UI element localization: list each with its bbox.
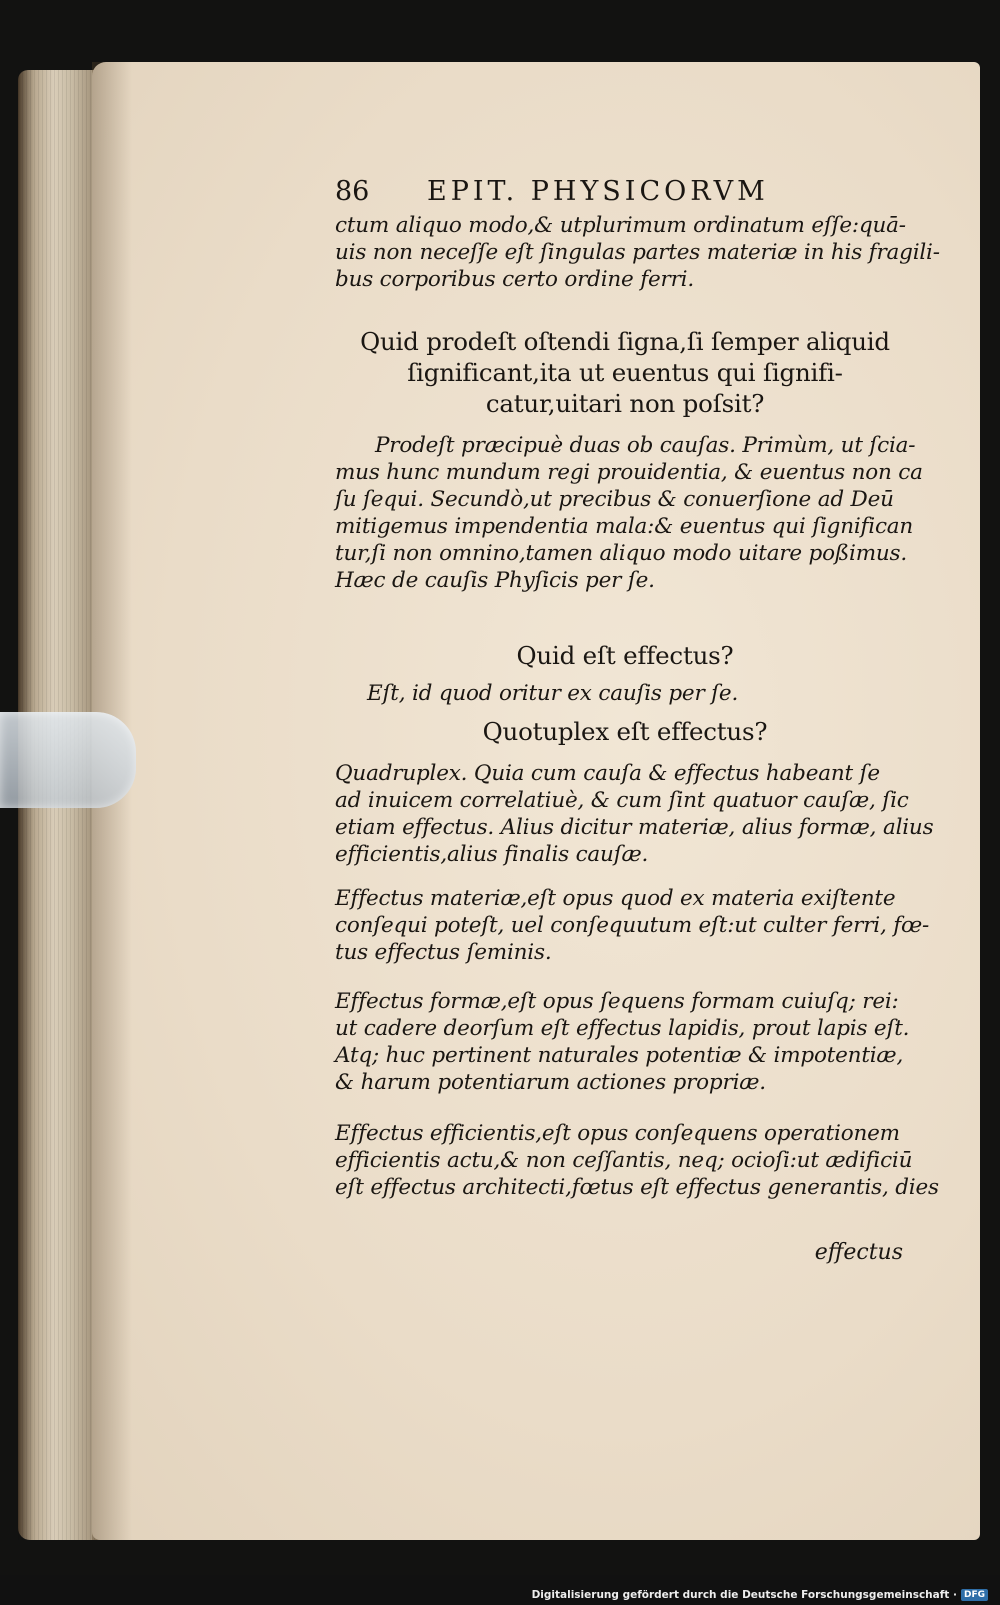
text-line: bus corporibus certo ordine ferri.: [335, 267, 694, 292]
text-line: Effectus formæ,eſt opus ſequens formam cuiuſq; rei:: [335, 989, 899, 1014]
text-line: etiam effectus. Alius dicitur materiæ, alius formæ, alius: [335, 815, 934, 840]
question-heading: [335, 716, 915, 747]
text-line: Quid eſt effectus?: [516, 641, 734, 670]
text-line: Quid prodeſt oſtendi ſigna,ſi ſemper aliquid: [360, 327, 890, 356]
credit-text: Digitalisierung gefördert durch die Deutsche Forschungsgemeinschaft ·: [531, 1589, 957, 1601]
text-line: tus effectus ſeminis.: [335, 940, 552, 965]
text-line: uis non neceſſe eſt ſingulas partes materiæ in his fragili-: [335, 240, 940, 265]
text-line: ut cadere deorſum eſt effectus lapidis, prout lapis eſt.: [335, 1016, 910, 1041]
question-heading: [335, 640, 915, 671]
text-line: eſt effectus architecti,fœtus eſt effectus generantis, dies: [335, 1175, 939, 1200]
digitization-credit: [532, 1589, 988, 1601]
paragraph-answer: [335, 680, 915, 707]
dfg-logo: DFG: [961, 1589, 988, 1601]
paragraph-answer: [335, 760, 934, 868]
text-line: ſu ſequi. Secundò,ut precibus & conuerſione ad Deū: [335, 487, 894, 512]
question-heading: [335, 326, 915, 419]
text-line: conſequi poteſt, uel conſequutum eſt:ut culter ferri, fœ-: [335, 913, 930, 938]
text-line: efficientis,alius finalis cauſæ.: [335, 842, 649, 867]
text-line: Eſt, id quod oritur ex cauſis per ſe.: [367, 681, 739, 706]
paragraph-continuation: [335, 212, 940, 293]
page-header: [335, 176, 895, 208]
running-head: EPIT. PHYSICORVM: [427, 176, 769, 207]
text-line: mus hunc mundum regi prouidentia, & euentus non ca: [335, 460, 923, 485]
page-clip: [0, 712, 136, 808]
text-line: mitigemus impendentia mala:& euentus qui ſignifican: [335, 514, 914, 539]
text-line: & harum potentiarum actiones propriæ.: [335, 1070, 766, 1095]
text-line: Effectus materiæ,eſt opus quod ex materia exiſtente: [335, 886, 896, 911]
text-line: Hæc de cauſis Phyſicis per ſe.: [335, 568, 655, 593]
paragraph-definition: [335, 885, 930, 966]
text-line: tur,ſi non omnino,tamen aliquo modo uitare poßimus.: [335, 541, 908, 566]
text-line: Effectus efficientis,eſt opus conſequens operationem: [335, 1121, 900, 1146]
page-number: 86: [335, 176, 370, 207]
text-line: efficientis actu,& non ceſſantis, neq; ocioſi:ut ædificiū: [335, 1148, 913, 1173]
text-line: ſignificant,ita ut euentus qui ſignifi-: [407, 358, 843, 387]
paragraph-definition: [335, 988, 915, 1096]
text-line: Atq; huc pertinent naturales potentiæ & impotentiæ,: [335, 1043, 904, 1068]
paragraph-definition: [335, 1120, 939, 1201]
text-line: Prodeſt præcipuè duas ob cauſas. Primùm, ut ſcia-: [375, 433, 916, 458]
text-line: Quadruplex. Quia cum cauſa & effectus habeant ſe: [335, 761, 880, 786]
text-line: ad inuicem correlatiuè, & cum ſint quatuor cauſæ, ſic: [335, 788, 909, 813]
text-line: catur,uitari non poſsit?: [485, 389, 765, 418]
text-line: ctum aliquo modo,& utplurimum ordinatum eſſe:quā-: [335, 213, 906, 238]
catchword: effectus: [814, 1240, 903, 1265]
text-line: Quotuplex eſt effectus?: [482, 717, 768, 746]
paragraph-answer: [335, 432, 923, 594]
